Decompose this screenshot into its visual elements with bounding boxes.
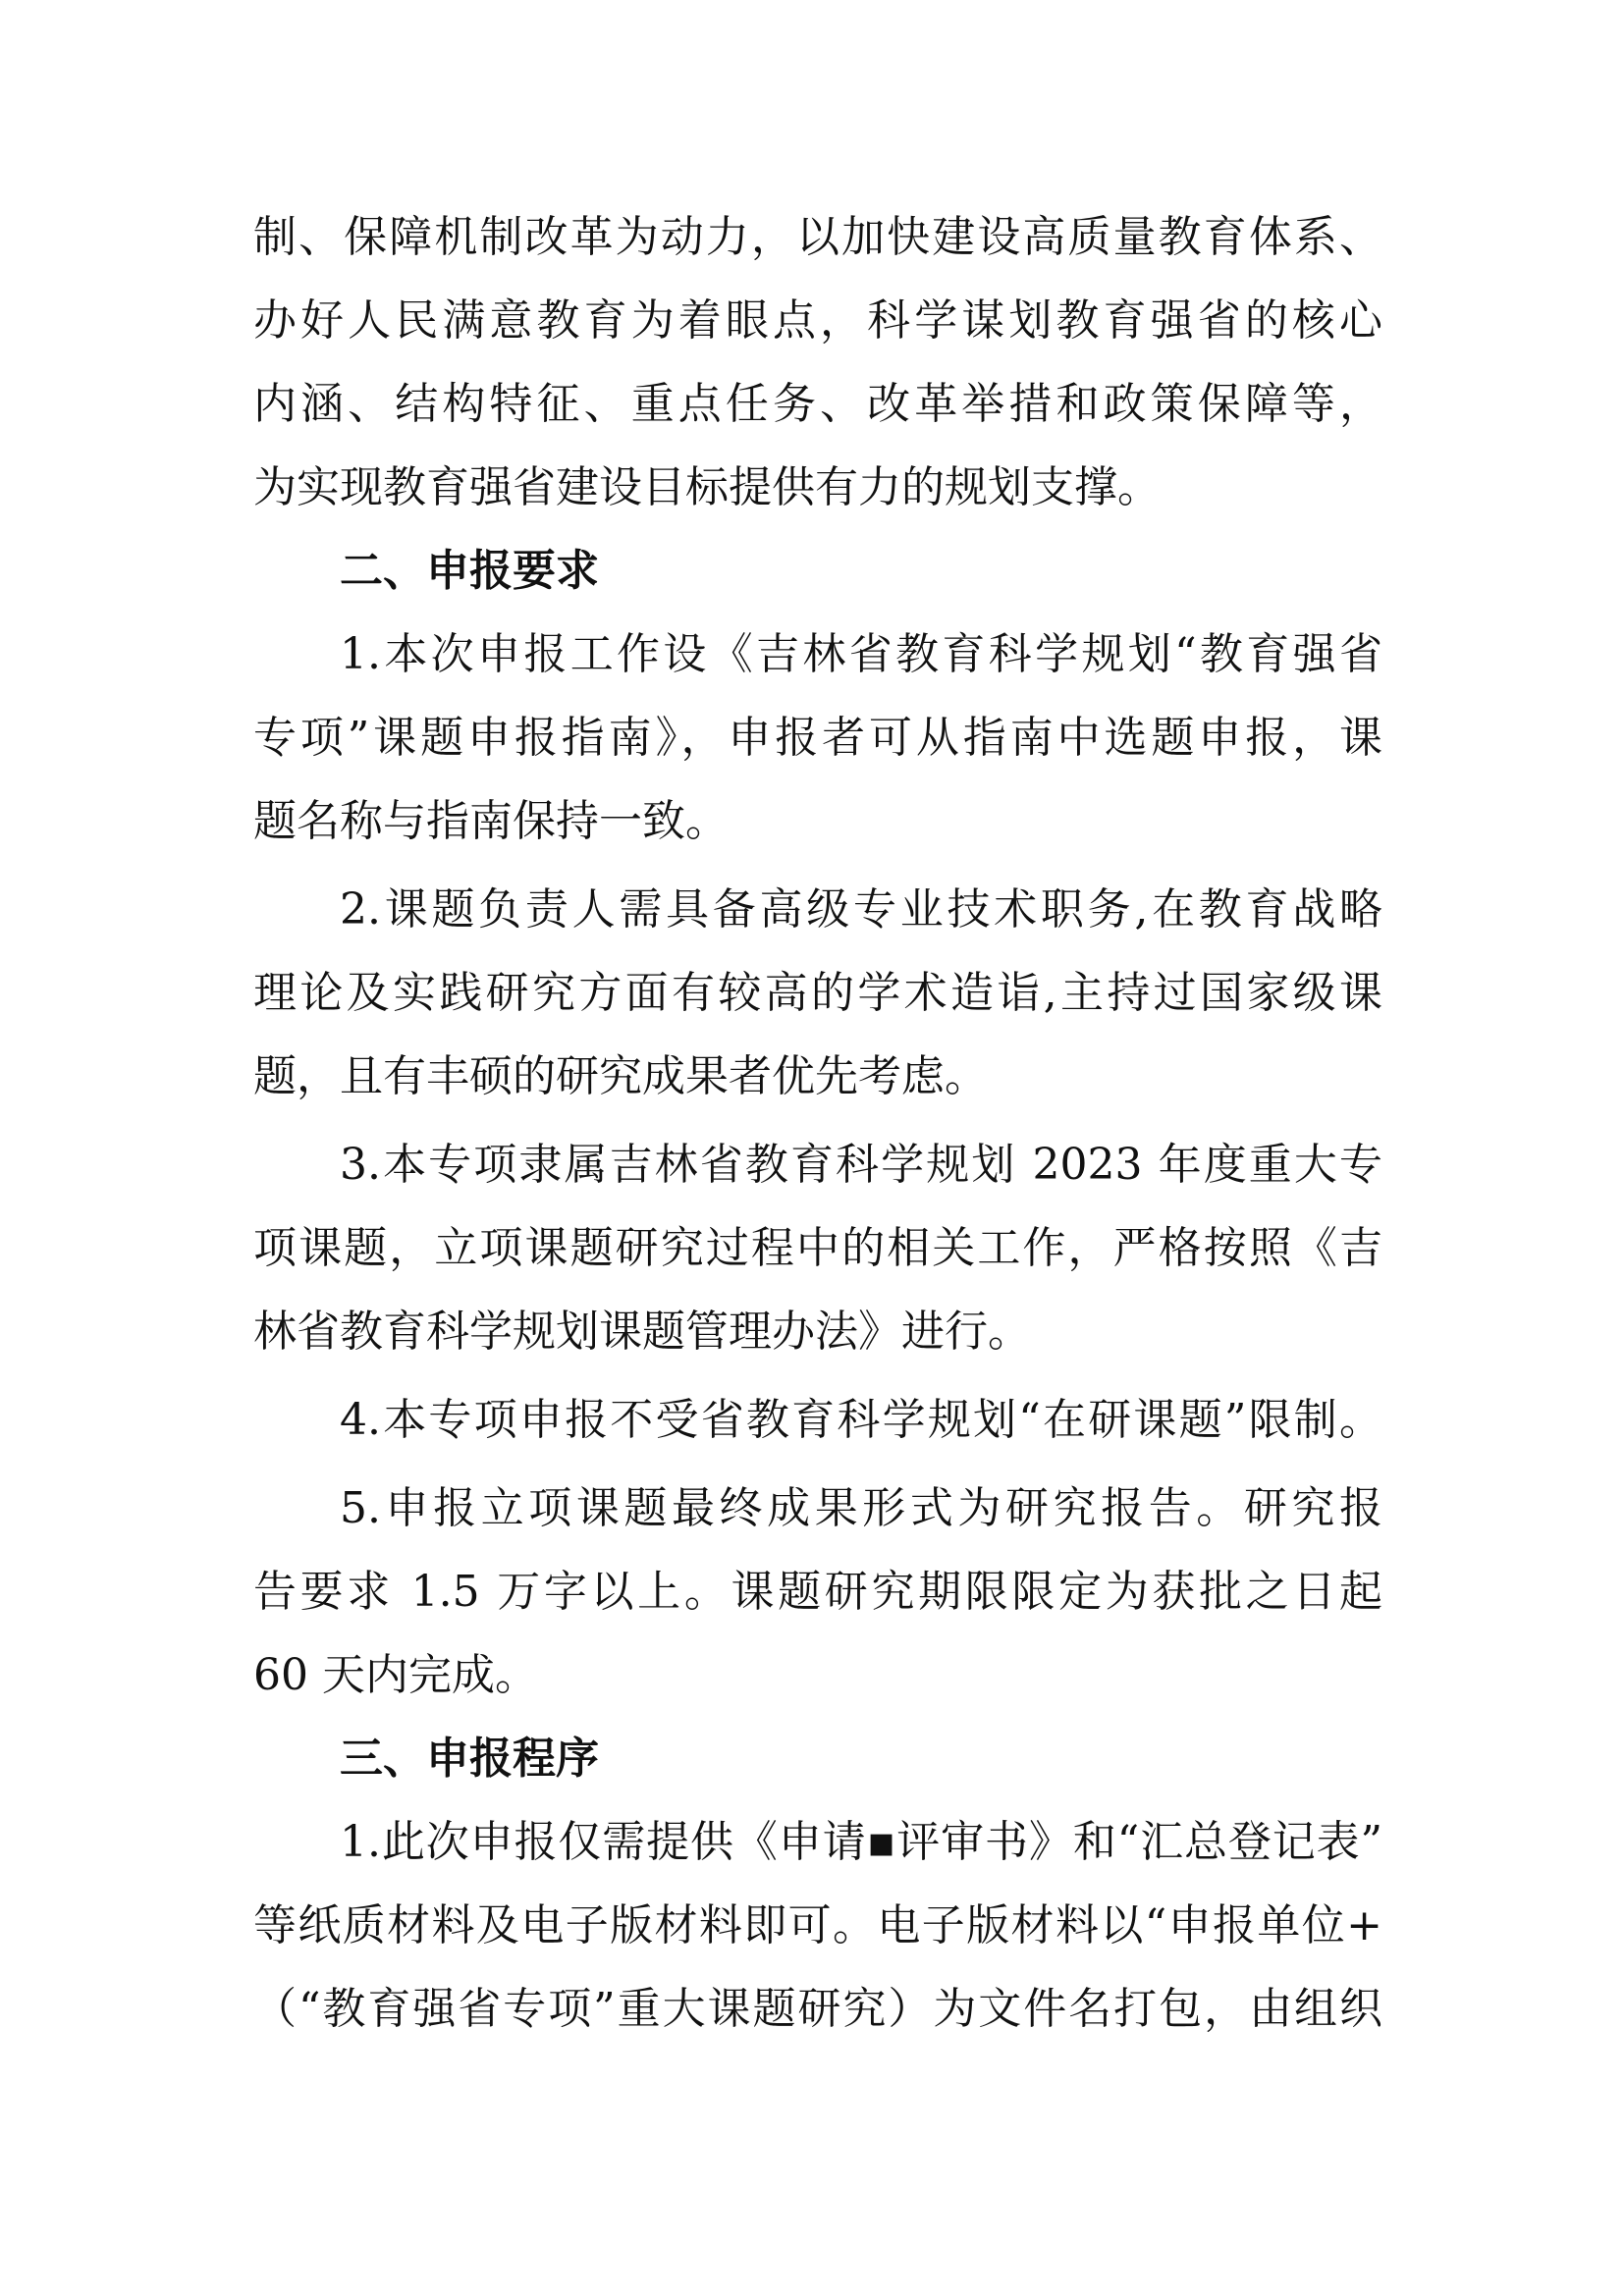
text-line: 办好人民满意教育为着眼点，科学谋划教育强省的核心 (253, 295, 1382, 346)
text-line: （“教育强省专项”重大课题研究）为文件名打包，由组织 (253, 1984, 1382, 2034)
section-heading: 二、申报要求 (340, 546, 599, 596)
text-line: 4.本专项申报不受省教育科学规划“在研课题”限制。 (340, 1395, 1382, 1445)
text-line: 1.此次申报仅需提供《申请▪评审书》和“汇总登记表” (340, 1817, 1382, 1867)
text-line: 告要求 1.5 万字以上。课题研究期限限定为获批之日起 (253, 1567, 1382, 1617)
text-line: 项课题，立项课题研究过程中的相关工作，严格按照《吉 (253, 1223, 1382, 1273)
text-line: 林省教育科学规划课题管理办法》进行。 (253, 1307, 1031, 1357)
text-line: 为实现教育强省建设目标提供有力的规划支撑。 (253, 462, 1161, 512)
text-line: 题名称与指南保持一致。 (253, 796, 729, 846)
section-heading: 三、申报程序 (340, 1734, 599, 1784)
text-line: 专项”课题申报指南》，申报者可从指南中选题申报，课 (253, 713, 1382, 763)
text-line: 理论及实践研究方面有较高的学术造诣,主持过国家级课 (253, 968, 1382, 1018)
text-line: 1.本次申报工作设《吉林省教育科学规划“教育强省 (340, 629, 1382, 679)
text-line: 制、保障机制改革为动力，以加快建设高质量教育体系、 (253, 212, 1382, 262)
text-line: 3.本专项隶属吉林省教育科学规划 2023 年度重大专 (340, 1140, 1382, 1190)
text-line: 等纸质材料及电子版材料即可。电子版材料以“申报单位+ (253, 1900, 1382, 1950)
text-line: 内涵、结构特征、重点任务、改革举措和政策保障等， (253, 379, 1382, 429)
text-line: 60 天内完成。 (253, 1650, 538, 1700)
text-line: 2.课题负责人需具备高级专业技术职务,在教育战略 (340, 884, 1382, 934)
text-line: 5.申报立项课题最终成果形式为研究报告。研究报 (340, 1483, 1382, 1533)
text-line: 题，且有丰硕的研究成果者优先考虑。 (253, 1051, 988, 1101)
